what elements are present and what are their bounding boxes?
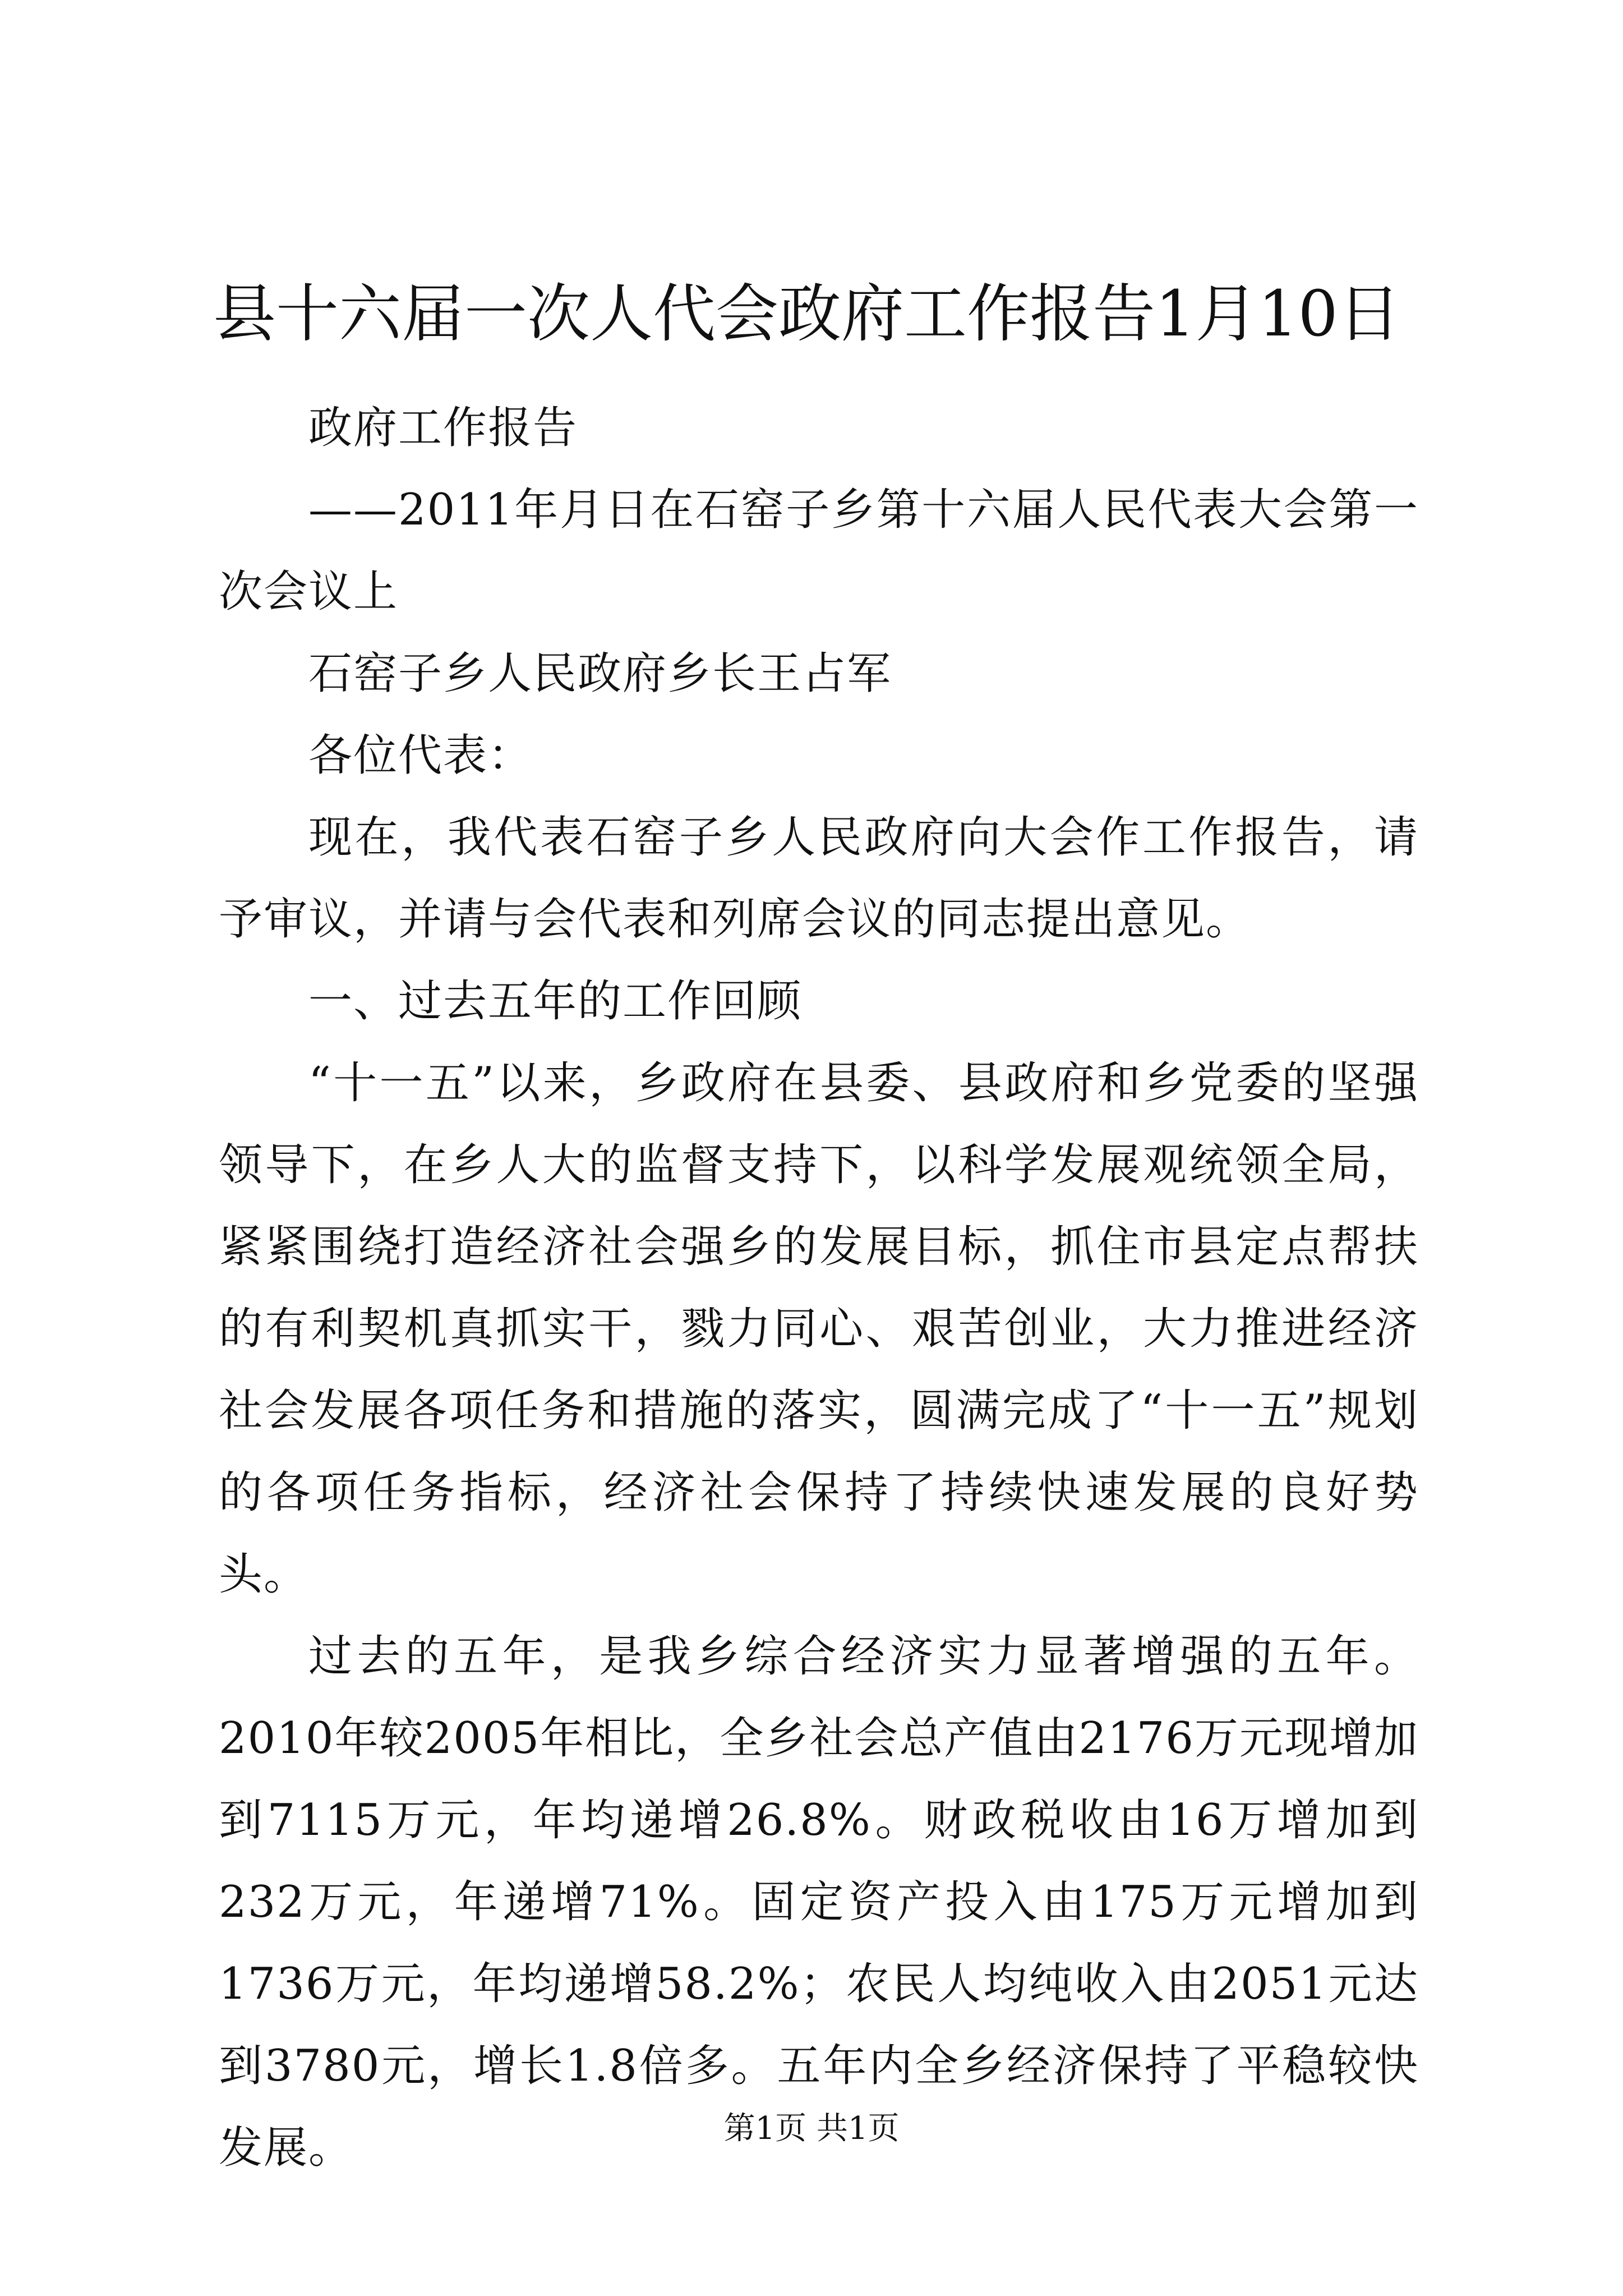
section-heading: 一、过去五年的工作回顾 [308,976,803,1027]
paragraph-salutation: 各位代表： [308,730,533,781]
page-footer: 第1页 共1页 [723,2110,900,2147]
paragraph-intro: 现在，我代表石窑子乡人民政府向大会作工作报告，请予审议，并请与会代表和列席会议的同志提出意见。 [219,812,1419,945]
paragraph-author: 石窑子乡人民政府乡长王占军 [308,648,892,699]
paragraph-heading: 政府工作报告 [308,403,578,453]
paragraph-review: “十一五”以来，乡政府在县委、县政府和乡党委的坚强领导下，在乡人大的监督支持下，以科学发展观统领全局，紧紧围绕打造经济社会强乡的发展目标，抓住市县定点帮扶的有利契机真抓实干，戮力同心、艰苦创业，大力推进经济社会发展各项任务和措施的落实，圆满完成了“十一五”规划的各项任务指标，经济社会保持了持续快速发展的良好势头。 [219,1058,1419,1600]
document-body [219,387,1419,2189]
document-title: 县十六届一次人代会政府工作报告1月10日 [213,278,1401,351]
paragraph-economy: 过去的五年，是我乡综合经济实力显著增强的五年。2010年较2005年相比，全乡社会总产值由2176万元现增加到7115万元，年均递增26.8%。财政税收由16万增加到232万元，年递增71%。固定资产投入由175万元增加到1736万元，年均递增58.2%；农民人均纯收入由2051元达到3780元，增长1.8倍多。五年内全乡经济保持了平稳较快发展。 [219,1631,1419,2173]
paragraph-meeting-info: ——2011年月日在石窑子乡第十六届人民代表大会第一次会议上 [219,485,1419,617]
